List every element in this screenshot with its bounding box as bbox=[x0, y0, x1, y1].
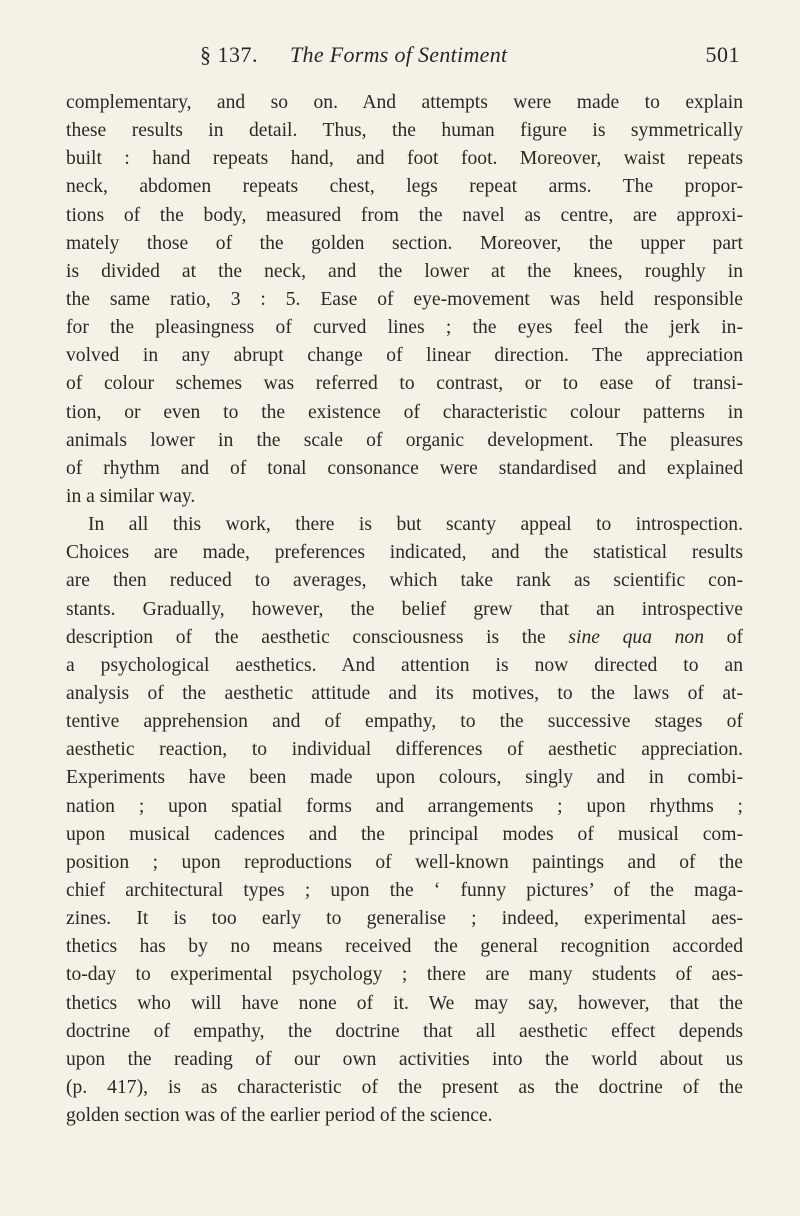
text-line-with-italic bbox=[66, 624, 743, 652]
text-line: neck, abdomen repeats chest, legs repeat arms. The propor- bbox=[66, 176, 743, 198]
text-line: position ; upon reproductions of well-known paintings and of the bbox=[66, 851, 743, 873]
text-line: stants. Gradually, however, the belief grew that an introspective bbox=[66, 598, 743, 620]
text-line: tions of the body, measured from the navel as centre, are approxi- bbox=[66, 204, 743, 226]
text-line: animals lower in the scale of organic development. The pleasures bbox=[66, 429, 743, 451]
text-line: built : hand repeats hand, and foot foot. Moreover, waist repeats bbox=[66, 148, 743, 170]
text-line-paragraph-start: In all this work, there is but scanty appeal to introspection. bbox=[88, 514, 743, 536]
text-line: chief architectural types ; upon the ‘ funny pictures’ of the maga- bbox=[66, 879, 743, 901]
text-line: Choices are made, preferences indicated, and the statistical results bbox=[66, 542, 743, 564]
text-line: a psychological aesthetics. And attention is now directed to an bbox=[66, 654, 743, 676]
text-line: upon the reading of our own activities into the world about us bbox=[66, 1048, 743, 1070]
text-line: thetics who will have none of it. We may say, however, that the bbox=[66, 992, 743, 1014]
text-line: analysis of the aesthetic attitude and its motives, to the laws of at- bbox=[66, 682, 743, 704]
text-line: (p. 417), is as characteristic of the present as the doctrine of the bbox=[66, 1076, 743, 1098]
text-line: of rhythm and of tonal consonance were standardised and explained bbox=[66, 457, 743, 479]
text-line-paragraph-end: golden section was of the earlier period of the science. bbox=[66, 1105, 493, 1127]
text-line: aesthetic reaction, to individual differences of aesthetic appreciation. bbox=[66, 739, 743, 761]
text-line: are then reduced to averages, which take rank as scientific con- bbox=[66, 570, 743, 592]
text-line: for the pleasingness of curved lines ; the eyes feel the jerk in- bbox=[66, 317, 743, 339]
text-line: doctrine of empathy, the doctrine that all aesthetic effect depends bbox=[66, 1020, 743, 1042]
text-line: the same ratio, 3 : 5. Ease of eye-movement was held responsible bbox=[66, 288, 743, 310]
text-line: of colour schemes was referred to contrast, or to ease of transi- bbox=[66, 373, 743, 395]
body-text bbox=[66, 89, 743, 1130]
text-line: volved in any abrupt change of linear direction. The appreciation bbox=[66, 345, 743, 367]
text-line: is divided at the neck, and the lower at the knees, roughly in bbox=[66, 260, 743, 282]
text-line: thetics has by no means received the general recognition accorded bbox=[66, 936, 743, 958]
text-line: nation ; upon spatial forms and arrangements ; upon rhythms ; bbox=[66, 795, 743, 817]
text-line: Experiments have been made upon colours, singly and in combi- bbox=[66, 767, 743, 789]
section-number: § 137. bbox=[200, 42, 258, 67]
text-line: tentive apprehension and of empathy, to the successive stages of bbox=[66, 711, 743, 733]
text-line: zines. It is too early to generalise ; indeed, experimental aes- bbox=[66, 908, 743, 930]
text-line: these results in detail. Thus, the human figure is symmetrically bbox=[66, 120, 743, 142]
text-line: to-day to experimental psychology ; there are many students of aes- bbox=[66, 964, 743, 986]
text-line-paragraph-end: in a similar way. bbox=[66, 485, 196, 507]
page-number: 501 bbox=[705, 42, 740, 67]
italic-phrase: sine qua non bbox=[568, 626, 705, 648]
text-segment: description of the aesthetic consciousness is the bbox=[66, 626, 569, 648]
running-header bbox=[200, 42, 740, 72]
text-line: upon musical cadences and the principal modes of musical com- bbox=[66, 823, 743, 845]
running-title: The Forms of Sentiment bbox=[290, 42, 508, 67]
text-line: complementary, and so on. And attempts were made to explain bbox=[66, 92, 743, 113]
text-segment: of bbox=[704, 626, 743, 648]
text-line: mately those of the golden section. Moreover, the upper part bbox=[66, 232, 743, 254]
text-line: tion, or even to the existence of characteristic colour patterns in bbox=[66, 401, 743, 423]
